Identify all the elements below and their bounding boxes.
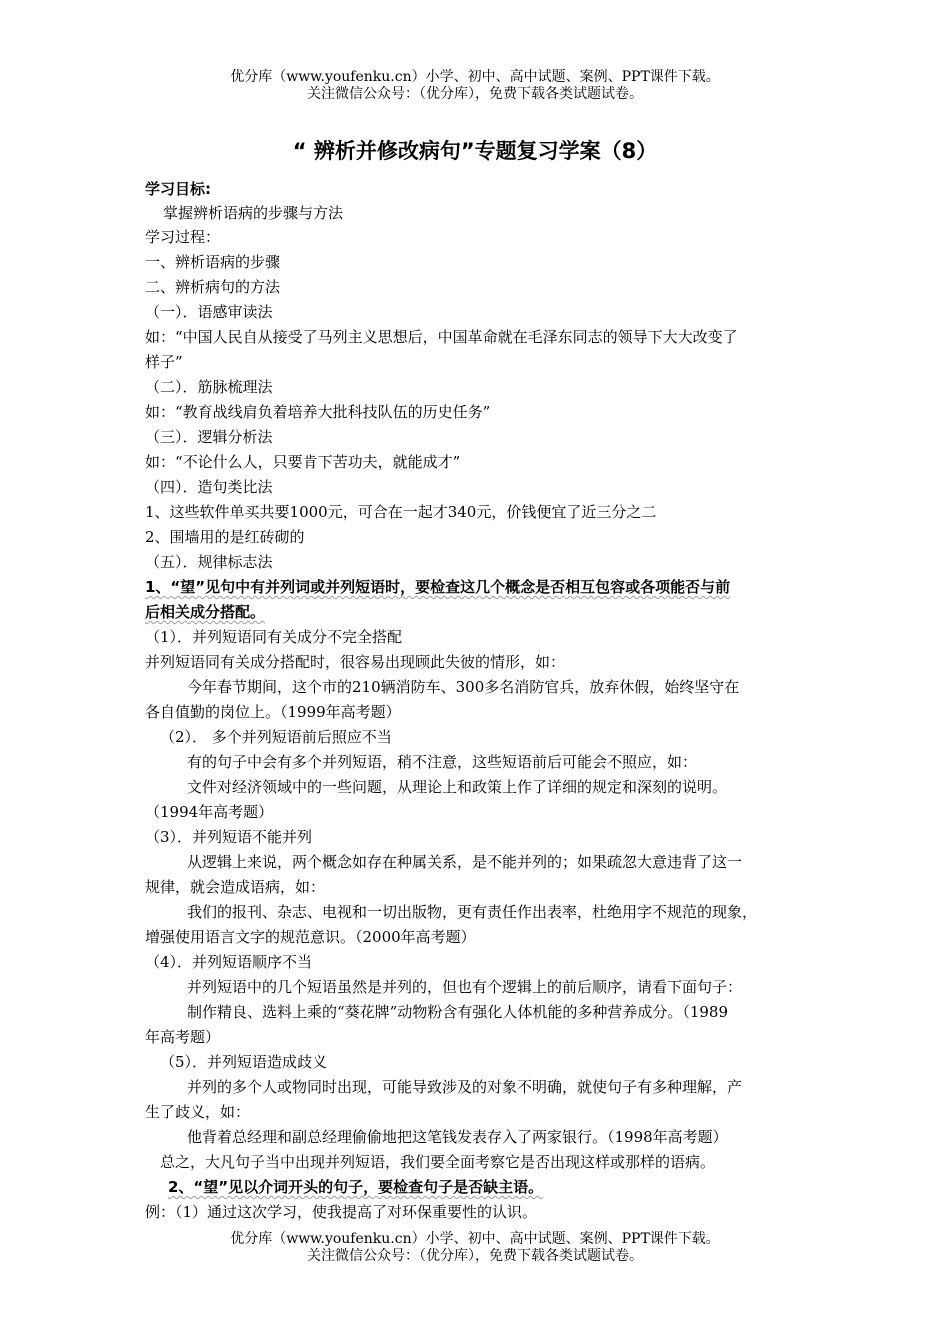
footer-line-1: 优分库（www.youfenku.cn）小学、初中、高中试题、案例、PPT课件下载。 (230, 1231, 720, 1247)
rule-1-sub-3-example: 我们的报刊、杂志、电视和一切出版物，更有责任作出表率，杜绝用字不规范的现象， (187, 903, 758, 921)
method-4-example-1: 1、这些软件单买共要1000元，可合在一起才340元，价钱便宜了近三分之二 (145, 503, 657, 521)
rule-1-sub-1-heading: （1）．并列短语同有关成分不完全搭配 (145, 628, 403, 646)
rule-1-sub-1-text: 并列短语同有关成分搭配时，很容易出现顾此失彼的情形，如： (145, 653, 566, 671)
rule-1-sub-5-text-cont: 生了歧义，如： (145, 1103, 251, 1121)
header-line-2: 关注微信公众号：（优分库），免费下载各类试题试卷。 (307, 86, 643, 102)
method-4-heading: （四）．造句类比法 (145, 478, 273, 496)
method-4-example-2: 2、围墙用的是红砖砌的 (145, 528, 305, 546)
rule-1-heading: 1、“望”见句中有并列词或并列短语时，要检查这几个概念是否相互包容或各项能否与前 (145, 578, 731, 596)
method-3-example: 如：“不论什么人，只要肯下苦功夫，就能成才” (145, 453, 461, 471)
rule-1-sub-2-heading: （2）． 多个并列短语前后照应不当 (160, 728, 392, 746)
rule-1-sub-3-heading: （3）．并列短语不能并列 (145, 828, 313, 846)
rule-1-sub-1-example: 今年春节期间，这个市的210辆消防车、300多名消防官兵，放弃休假，始终坚守在 (187, 678, 740, 696)
rule-1-sub-5-text: 并列的多个人或物同时出现，可能导致涉及的对象不明确，就使句子有多种理解，产 (187, 1078, 743, 1096)
rule-1-sub-5-heading: （5）．并列短语造成歧义 (160, 1053, 328, 1071)
study-goal-heading: 学习目标: (145, 180, 211, 198)
method-1-example: 如：“中国人民自从接受了马列主义思想后，中国革命就在毛泽东同志的领导下大大改变了 (145, 328, 738, 346)
rule-1-summary: 总之，大凡句子当中出现并列短语，我们要全面考察它是否出现这样或那样的语病。 (160, 1153, 716, 1171)
method-1-example-cont: 样子” (145, 353, 183, 371)
method-3-heading: （三）．逻辑分析法 (145, 428, 273, 446)
rule-1-sub-3-text: 从逻辑上来说，两个概念如存在种属关系，是不能并列的；如果疏忽大意违背了这一 (187, 853, 743, 871)
rule-1-sub-4-example: 制作精良、选料上乘的“葵花牌”动物粉含有强化人体机能的多种营养成分。（1989 (187, 1003, 729, 1021)
rule-1-sub-3-text-cont: 规律，就会造成语病，如： (145, 878, 326, 896)
page-title: “ 辨析并修改病句”专题复习学案（8） (292, 139, 658, 163)
study-process-heading: 学习过程： (145, 228, 221, 246)
header-line-1: 优分库（www.youfenku.cn）小学、初中、高中试题、案例、PPT课件下载。 (230, 69, 720, 85)
rule-1-sub-5-example: 他背着总经理和副总经理偷偷地把这笔钱发表存入了两家银行。（1998年高考题） (187, 1128, 728, 1146)
method-2-example: 如：“教育战线肩负着培养大批科技队伍的历史任务” (145, 403, 491, 421)
method-1-heading: （一）．语感审读法 (145, 303, 273, 321)
section-one-heading: 一、辨析语病的步骤 (145, 253, 281, 271)
section-two-heading: 二、辨析病句的方法 (145, 278, 281, 296)
rule-1-sub-2-example: 文件对经济领域中的一些问题，从理论上和政策上作了详细的规定和深刻的说明。 (187, 778, 728, 796)
method-2-heading: （二）．筋脉梳理法 (145, 378, 273, 396)
rule-1-sub-4-example-cont: 年高考题） (145, 1028, 221, 1046)
rule-1-heading-cont: 后相关成分搭配。 (145, 603, 266, 621)
rule-2-example: 例：（1）通过这次学习，使我提高了对环保重要性的认识。 (145, 1203, 538, 1221)
rule-1-sub-1-example-cont: 各自值勤的岗位上。（1999年高考题） (145, 703, 401, 721)
rule-1-sub-2-example-cont: （1994年高考题） (145, 803, 274, 821)
rule-1-sub-4-text: 并列短语中的几个短语虽然是并列的，但也有个逻辑上的前后顺序，请看下面句子： (187, 978, 743, 996)
footer-line-2: 关注微信公众号：（优分库），免费下载各类试题试卷。 (307, 1248, 643, 1264)
study-goal-text: 掌握辨析语病的步骤与方法 (163, 204, 344, 222)
rule-1-sub-2-text: 有的句子中会有多个并列短语，稍不注意，这些短语前后可能会不照应，如： (187, 753, 698, 771)
rule-1-sub-4-heading: （4）．并列短语顺序不当 (145, 953, 313, 971)
rule-2-heading: 2、“望”见以介词开头的句子，要检查句子是否缺主语。 (168, 1178, 544, 1196)
method-5-heading: （五）．规律标志法 (145, 553, 273, 571)
rule-1-sub-3-example-cont: 增强使用语言文字的规范意识。（2000年高考题） (145, 928, 476, 946)
